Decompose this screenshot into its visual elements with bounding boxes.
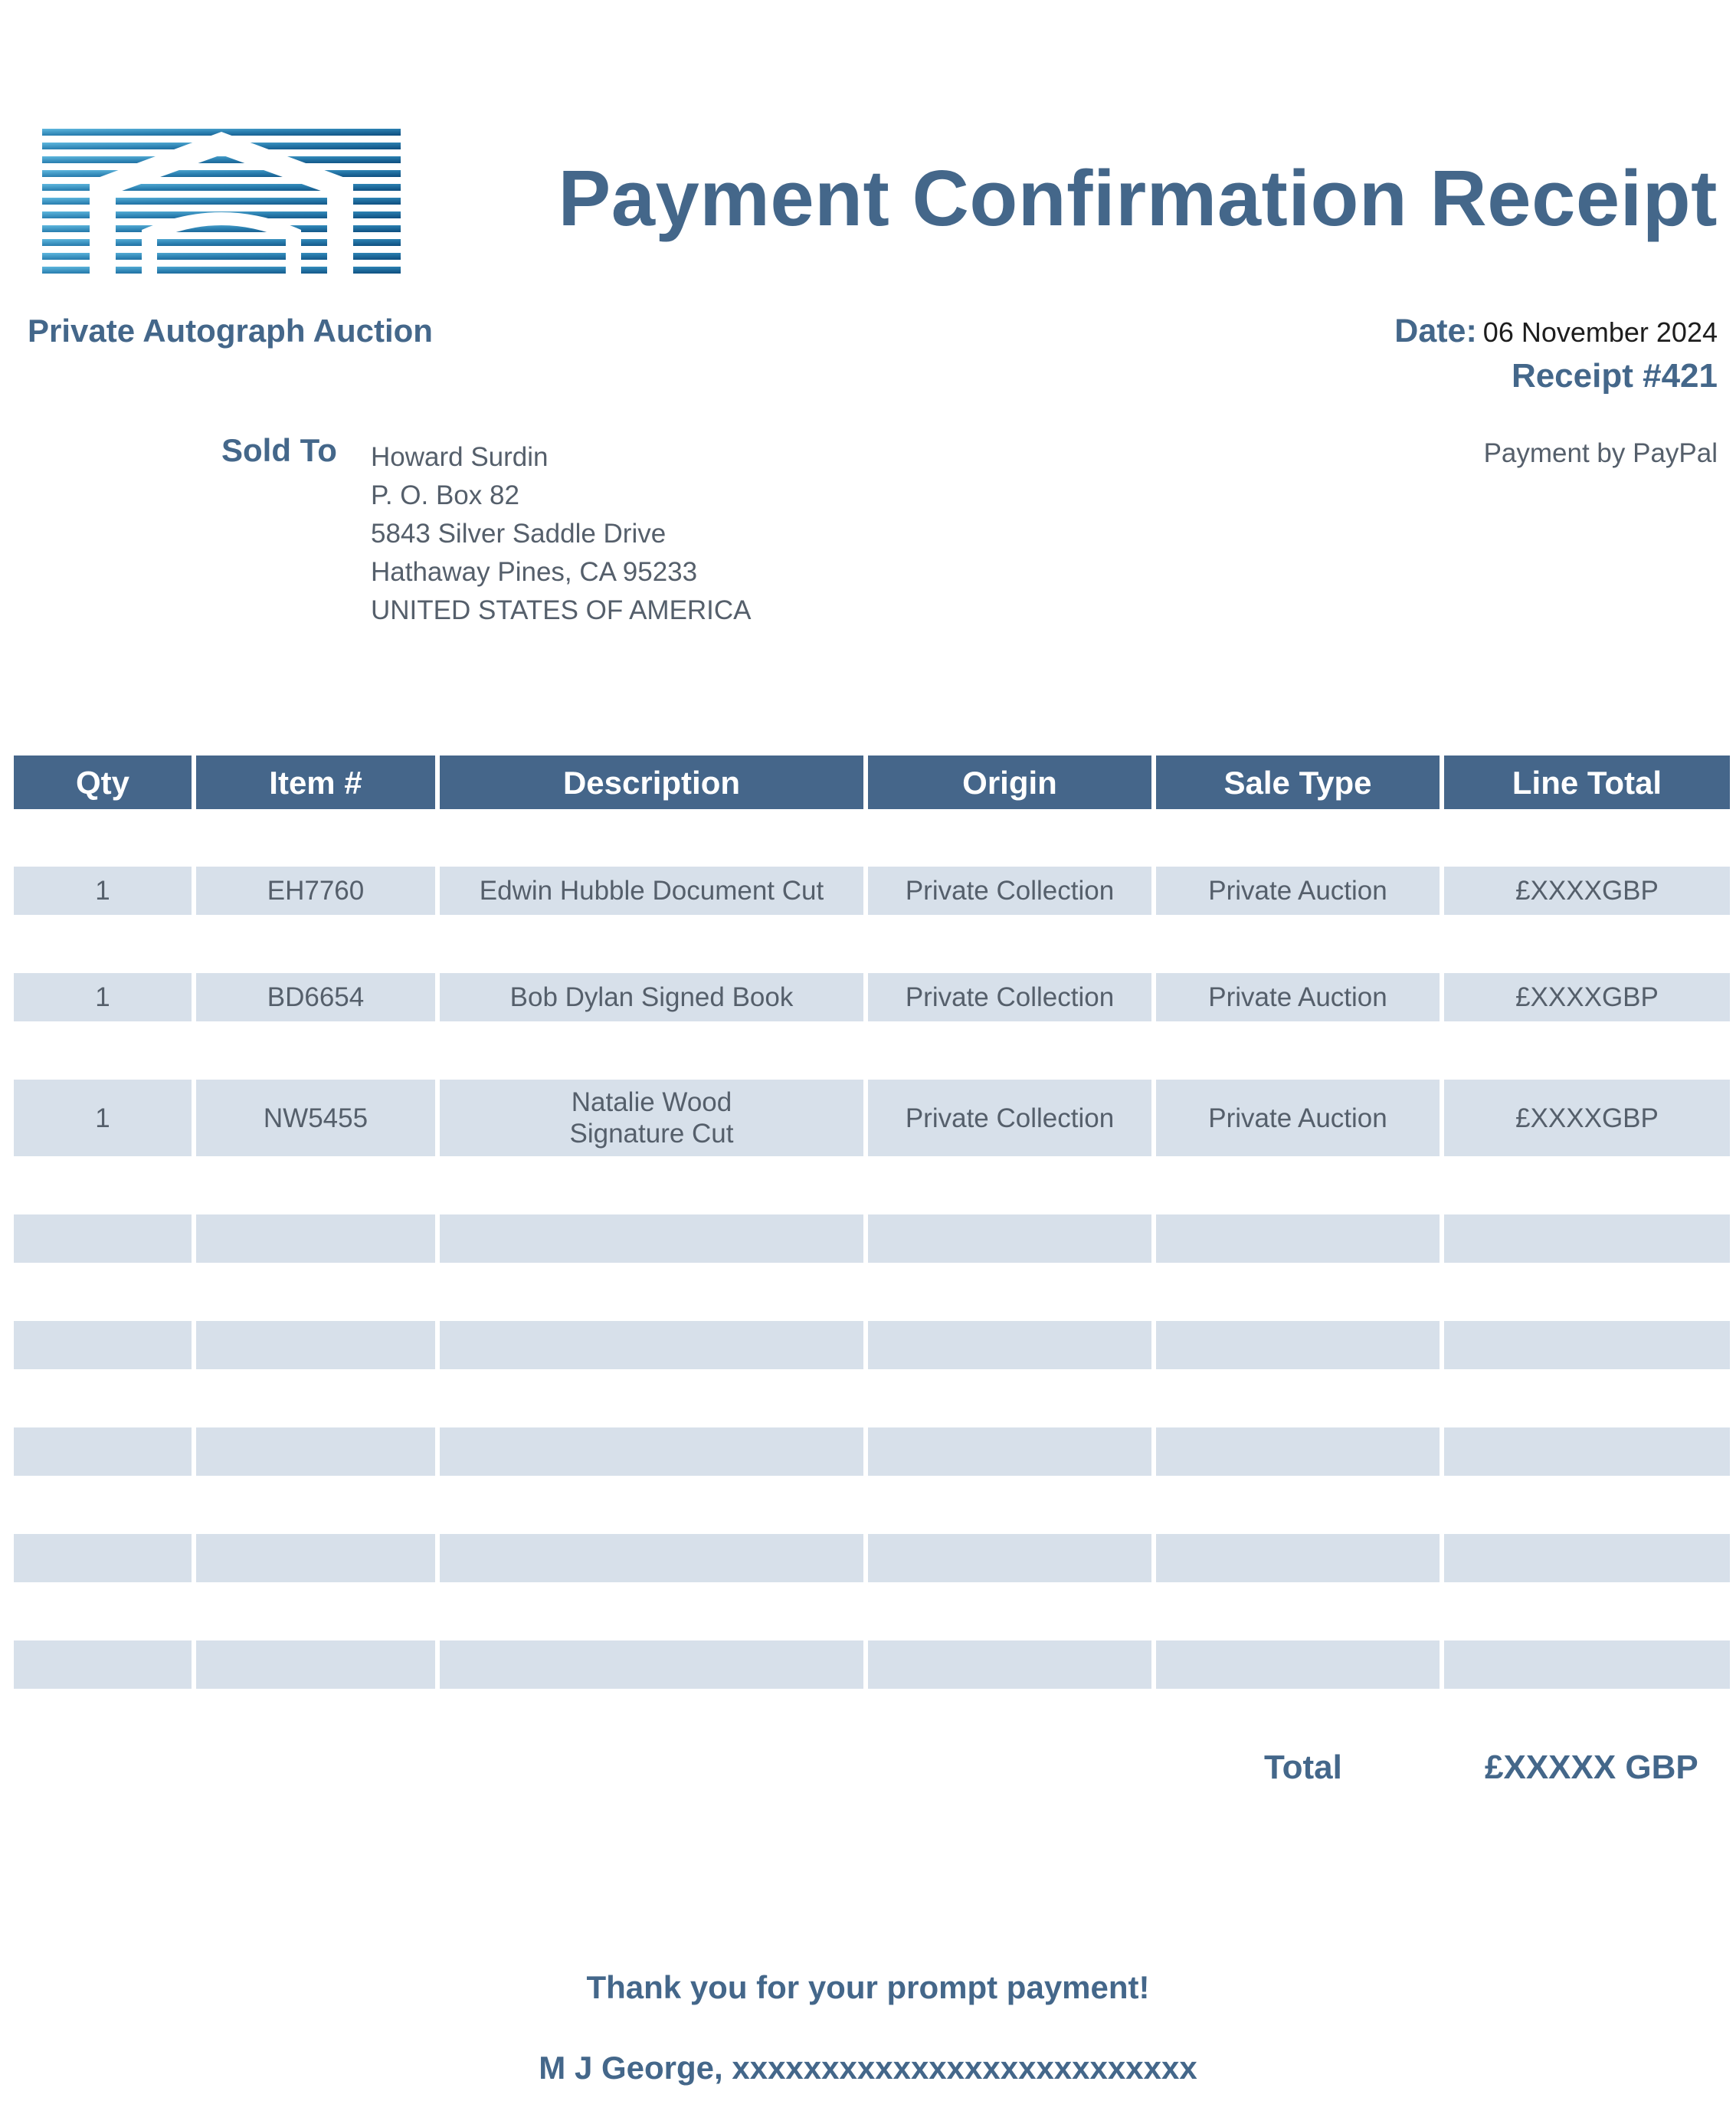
cell-item: BD6654 bbox=[196, 973, 435, 1021]
cell-sale-type: Private Auction bbox=[1156, 1080, 1440, 1156]
column-header-origin: Origin bbox=[868, 756, 1151, 809]
empty-cell bbox=[196, 1214, 435, 1263]
cell-qty: 1 bbox=[14, 1080, 192, 1156]
cell-origin: Private Collection bbox=[868, 867, 1151, 915]
cell-sale-type: Private Auction bbox=[1156, 973, 1440, 1021]
column-header-sale-type: Sale Type bbox=[1156, 756, 1440, 809]
table-row-empty bbox=[14, 1534, 1730, 1582]
empty-cell bbox=[196, 1321, 435, 1369]
date-label: Date: bbox=[1394, 313, 1477, 349]
empty-cell bbox=[868, 1640, 1151, 1689]
cell-sale-type: Private Auction bbox=[1156, 867, 1440, 915]
address-line: Hathaway Pines, CA 95233 bbox=[371, 557, 698, 587]
empty-cell bbox=[14, 1534, 192, 1582]
column-header-description: Description bbox=[440, 756, 863, 809]
empty-cell bbox=[14, 1321, 192, 1369]
cell-qty: 1 bbox=[14, 973, 192, 1021]
empty-cell bbox=[1156, 1427, 1440, 1476]
sold-to-label: Sold To bbox=[221, 432, 337, 468]
cell-description: Bob Dylan Signed Book bbox=[440, 973, 863, 1021]
cell-origin: Private Collection bbox=[868, 1080, 1151, 1156]
table-row-empty bbox=[14, 1427, 1730, 1476]
table-row bbox=[14, 867, 1730, 915]
cell-line-total: £XXXXGBP bbox=[1444, 973, 1730, 1021]
house-stripes-logo bbox=[42, 129, 401, 274]
table-row bbox=[14, 973, 1730, 1021]
payment-method: Payment by PayPal bbox=[1483, 438, 1718, 468]
cell-description: Natalie Wood Signature Cut bbox=[440, 1080, 863, 1156]
table-header-row bbox=[14, 756, 1730, 809]
date-value: 06 November 2024 bbox=[1482, 316, 1718, 348]
cell-item: NW5455 bbox=[196, 1080, 435, 1156]
table-row-empty bbox=[14, 1640, 1730, 1689]
empty-cell bbox=[1444, 1321, 1730, 1369]
empty-cell bbox=[1156, 1321, 1440, 1369]
empty-cell bbox=[1444, 1640, 1730, 1689]
thank-you-message: Thank you for your prompt payment! bbox=[586, 1969, 1150, 2005]
empty-cell bbox=[1444, 1427, 1730, 1476]
items-table bbox=[14, 756, 1730, 1689]
empty-cell bbox=[440, 1321, 863, 1369]
empty-cell bbox=[868, 1534, 1151, 1582]
empty-cell bbox=[1156, 1640, 1440, 1689]
cell-item: EH7760 bbox=[196, 867, 435, 915]
signoff: M J George, xxxxxxxxxxxxxxxxxxxxxxxxxx bbox=[539, 2050, 1197, 2086]
empty-cell bbox=[196, 1640, 435, 1689]
empty-cell bbox=[1444, 1214, 1730, 1263]
page-title: Payment Confirmation Receipt bbox=[558, 154, 1718, 242]
empty-cell bbox=[868, 1321, 1151, 1369]
column-header-item: Item # bbox=[196, 756, 435, 809]
empty-cell bbox=[14, 1214, 192, 1263]
column-header-line-total: Line Total bbox=[1444, 756, 1730, 809]
empty-cell bbox=[196, 1427, 435, 1476]
empty-cell bbox=[14, 1427, 192, 1476]
cell-description: Edwin Hubble Document Cut bbox=[440, 867, 863, 915]
address-line: UNITED STATES OF AMERICA bbox=[371, 595, 752, 625]
empty-cell bbox=[1444, 1534, 1730, 1582]
receipt-date bbox=[1394, 313, 1718, 350]
cell-line-total: £XXXXGBP bbox=[1444, 867, 1730, 915]
cell-qty: 1 bbox=[14, 867, 192, 915]
empty-cell bbox=[1156, 1214, 1440, 1263]
cell-line-total: £XXXXGBP bbox=[1444, 1080, 1730, 1156]
total-label: Total bbox=[1264, 1749, 1342, 1786]
address-line: Howard Surdin bbox=[371, 442, 549, 472]
table-row bbox=[14, 1080, 1730, 1156]
total-value: £XXXXX GBP bbox=[1485, 1749, 1698, 1786]
address-line: 5843 Silver Saddle Drive bbox=[371, 519, 667, 549]
empty-cell bbox=[196, 1534, 435, 1582]
empty-cell bbox=[14, 1640, 192, 1689]
company-name: Private Autograph Auction bbox=[28, 313, 433, 349]
empty-cell bbox=[868, 1214, 1151, 1263]
column-header-qty: Qty bbox=[14, 756, 192, 809]
address-line: P. O. Box 82 bbox=[371, 480, 519, 510]
empty-cell bbox=[1156, 1534, 1440, 1582]
empty-cell bbox=[440, 1427, 863, 1476]
sold-to-address bbox=[371, 438, 752, 630]
empty-cell bbox=[440, 1214, 863, 1263]
empty-cell bbox=[868, 1427, 1151, 1476]
cell-origin: Private Collection bbox=[868, 973, 1151, 1021]
empty-cell bbox=[440, 1640, 863, 1689]
table-row-empty bbox=[14, 1321, 1730, 1369]
table-row-empty bbox=[14, 1214, 1730, 1263]
empty-cell bbox=[440, 1534, 863, 1582]
receipt-number: Receipt #421 bbox=[1511, 357, 1718, 395]
